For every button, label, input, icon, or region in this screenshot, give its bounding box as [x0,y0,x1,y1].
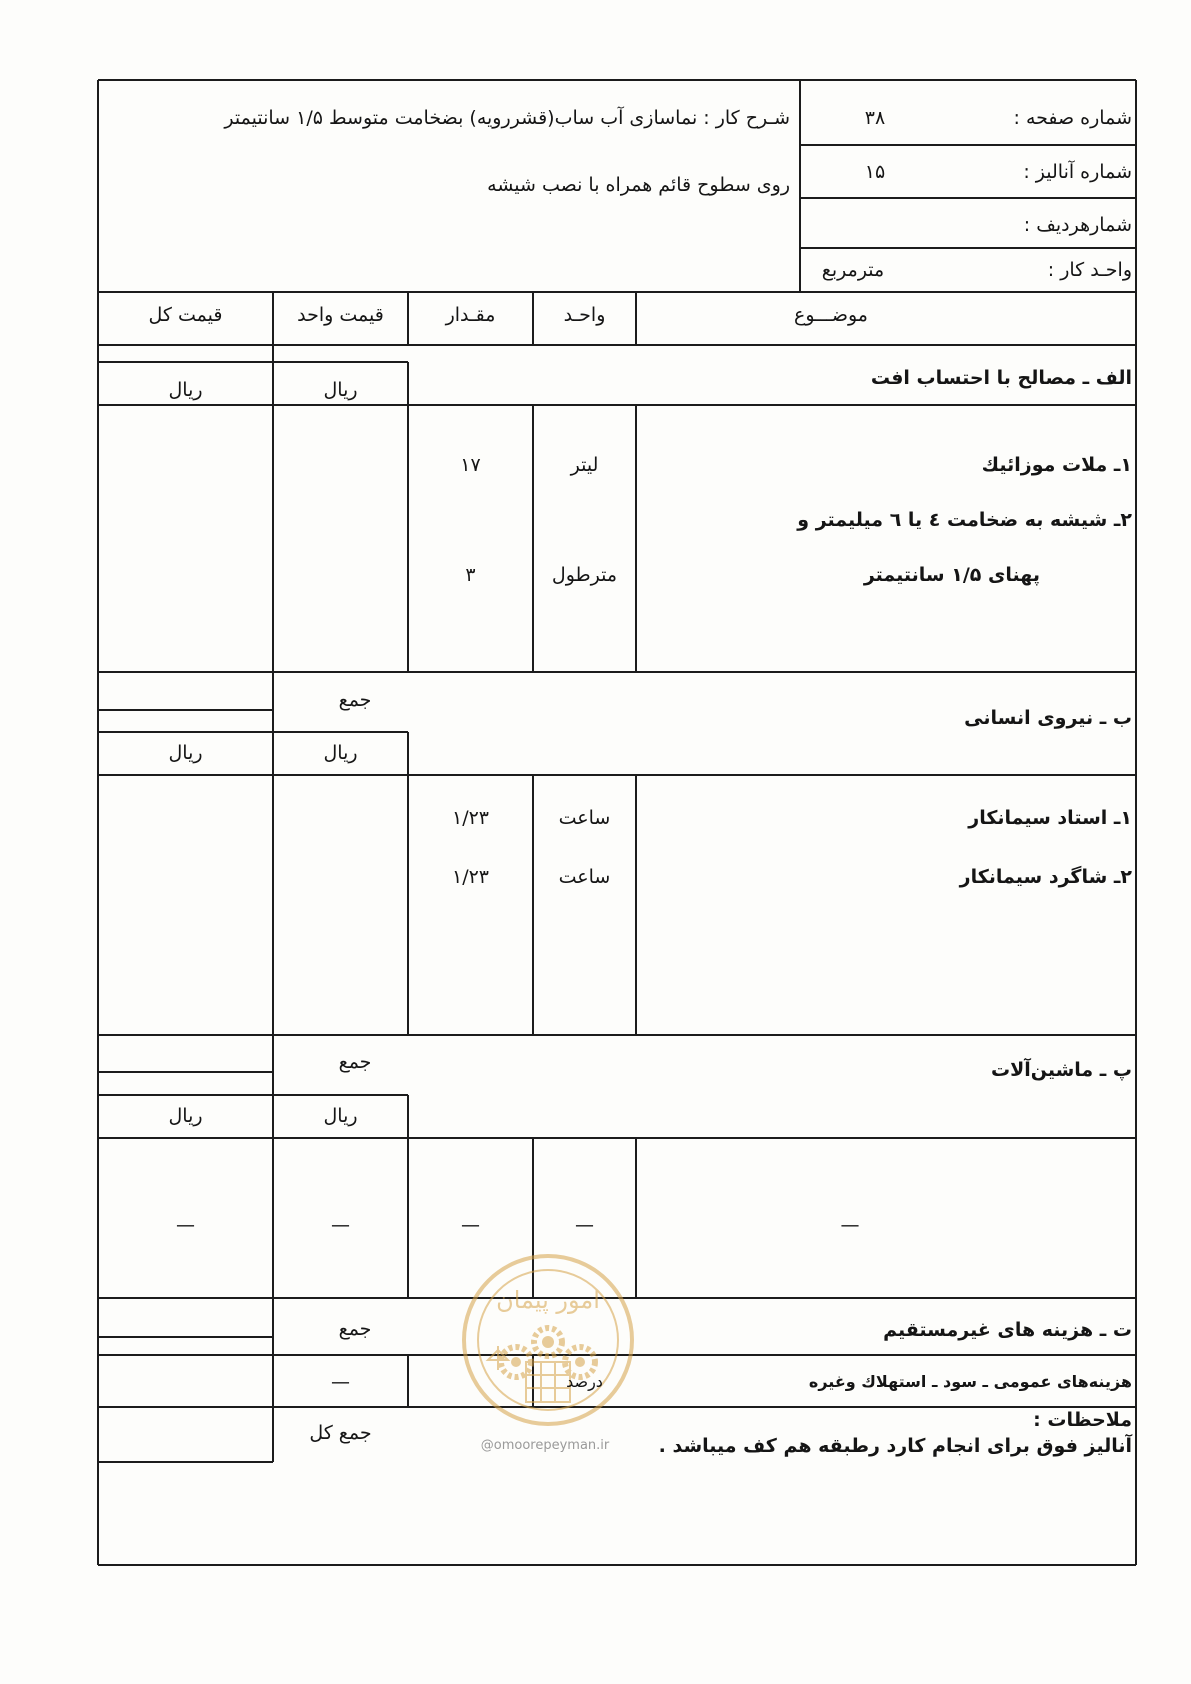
machinery-total-price: — [176,1214,195,1236]
overhead-subject: هزینه‌های عمومی ـ سود ـ استهلاك وغیره [808,1372,1132,1391]
materials-item-3-subject: پهنای ۱/۵ سانتیمتر [863,564,1040,586]
section-materials-title: الف ـ مصالح با احتساب افت [870,367,1132,389]
machinery-currency-unit: ریال [323,1105,358,1127]
machinery-currency-total: ریال [168,1105,203,1127]
logo-text: امور پیمان [496,1286,600,1314]
column-subject: موضـــوع [794,304,868,326]
materials-item-1-quantity: ۱۷ [460,454,481,476]
work-unit-value: مترمربع [821,259,885,281]
machinery-sum-label: جمع [338,1318,372,1340]
machinery-unit: — [575,1214,594,1236]
materials-currency-unit: ریال [323,379,358,401]
column-total-price: قیمت کل [148,304,223,326]
remarks-label: ملاحظات : [1033,1409,1132,1431]
labor-item-1-unit: ساعت [558,807,611,829]
overhead-unit: درصد [566,1372,603,1391]
labor-item-2-quantity: ۱/۲۳ [451,866,490,888]
watermark-site: @omoorepeyman.ir [480,1438,610,1453]
labor-sum-label: جمع [338,1051,372,1073]
labor-currency-total: ریال [168,742,203,764]
column-quantity: مقـدار [445,304,496,326]
analysis-number-value: ۱۵ [864,161,886,183]
page-number-value: ۳۸ [864,107,886,129]
gear-icon [534,1328,562,1356]
materials-item-3-quantity: ۳ [465,564,476,586]
materials-sum-label: جمع [338,689,372,711]
materials-item-1-unit: لیتر [570,454,599,476]
page-number-label: شماره صفحه : [1013,107,1132,129]
section-machinery-title: پ ـ ماشین‌آلات [990,1059,1132,1081]
row-number-label: شمارهردیف : [1023,214,1132,236]
logo-watermark [458,1250,638,1430]
materials-item-1-subject: ۱ـ ملات موزائیك [981,454,1132,476]
machinery-quantity: — [461,1214,480,1236]
grand-total-label: جمع کل [309,1422,372,1444]
work-unit-label: واحـد کار : [1047,259,1132,281]
analysis-number-label: شماره آنالیز : [1023,161,1132,183]
section-indirect-title: ت ـ هزینه های غیرمستقیم [883,1319,1132,1341]
labor-currency-unit: ریال [323,742,358,764]
work-description-line1: شـرح کار : نماسازی آب ساب(قشررویه) بضخامت متوسط ۱/۵ سانتیمتر [224,107,790,129]
column-unit-price: قیمت واحد [297,304,384,326]
overhead-unit-price: — [331,1371,350,1393]
labor-item-2-unit: ساعت [558,866,611,888]
remarks-note: آنالیز فوق برای انجام کارد رطبقه هم کف میباشد . [658,1435,1132,1457]
work-description-line2: روی سطوح قائم همراه با نصب شیشه [487,174,790,196]
materials-currency-total: ریال [168,379,203,401]
column-unit: واحـد [563,304,606,326]
labor-item-1-subject: ۱ـ استاد سیمانکار [968,807,1132,829]
materials-item-3-unit: مترطول [551,564,618,586]
machinery-subject: — [840,1214,860,1236]
labor-item-1-quantity: ۱/۲۳ [451,807,490,829]
machinery-unit-price: — [331,1214,350,1236]
section-labor-title: ب ـ نیروی انسانی [964,707,1132,729]
labor-item-2-subject: ۲ـ شاگرد سیمانکار [959,866,1132,888]
materials-item-2-subject: ۲ـ شیشه به ضخامت ٤ یا ٦ میلیمتر و [797,509,1132,531]
